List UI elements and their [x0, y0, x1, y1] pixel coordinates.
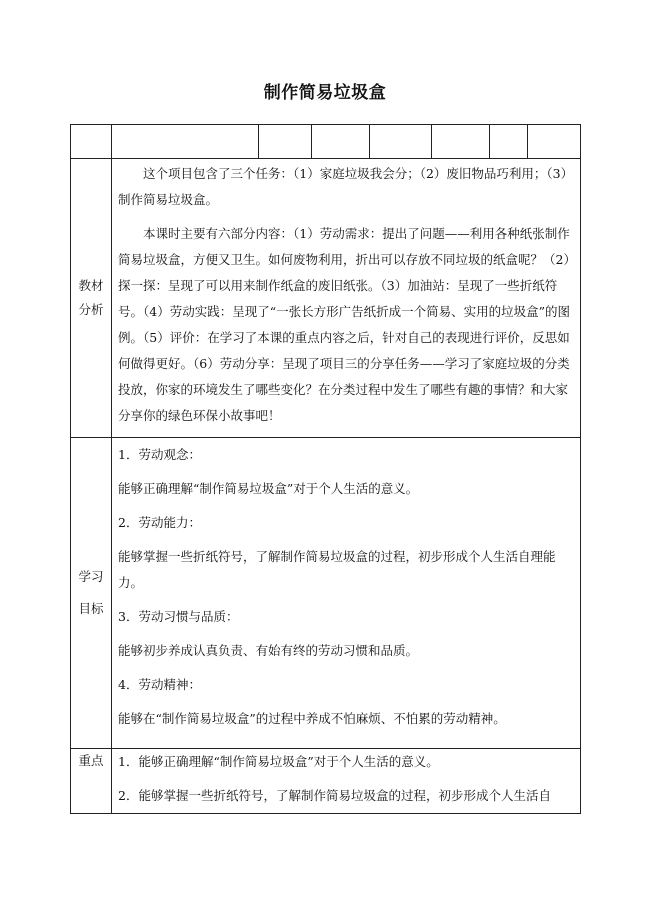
goal-heading: 2．劳动能力：: [118, 515, 201, 530]
goals-row: [71, 438, 581, 749]
analysis-row: [71, 159, 581, 438]
analysis-paragraph: 本课时主要有六部分内容：（1）劳动需求：提出了问题——利用各种纸张制作简易垃圾盒，方便又卫生。如何废物利用，折出可以存放不同垃圾的纸盒呢？（2）探一探：呈现了可以用来制作纸盒的废旧纸张。（3）加油站：呈现了一些折纸符号。（4）劳动实践：呈现了“一张长方形广告纸折成一个简易、实用的垃圾盒”的图例。（5）评价：在学习了本课的重点内容之后，针对自己的表现进行评价，反思如何做得更好。（6）劳动分享：呈现了项目三的分享任务——学习了家庭垃圾的分类投放，你家的环境发生了哪些变化？在分类过程中发生了哪些有趣的事情？和大家分享你的绿色环保小故事吧！: [118, 226, 570, 423]
header-cell: [432, 125, 490, 159]
goal-heading: 3．劳动习惯与品质：: [118, 609, 239, 624]
key-points-content: [112, 749, 581, 814]
analysis-label: 教材 分析: [71, 159, 112, 438]
header-cell: [112, 125, 259, 159]
document-title: 制作简易垃圾盒: [263, 83, 387, 103]
header-cell: [312, 125, 370, 159]
header-cell: [528, 125, 581, 159]
goals-label: 学习 目标: [71, 438, 112, 749]
goals-content: [112, 438, 581, 749]
header-cell: [259, 125, 312, 159]
goal-text: 能够掌握一些折纸符号，了解制作简易垃圾盒的过程，初步形成个人生活自理能力。: [118, 549, 556, 590]
goal-heading: 1．劳动观念：: [118, 447, 201, 462]
goal-text: 能够正确理解“制作简易垃圾盒”对于个人生活的意义。: [118, 481, 419, 496]
header-cell: [370, 125, 432, 159]
goal-text: 能够初步养成认真负责、有始有终的劳动习惯和品质。: [118, 643, 419, 658]
header-row: [71, 125, 581, 159]
goal-text: 能够在“制作简易垃圾盒”的过程中养成不怕麻烦、不怕累的劳动精神。: [118, 711, 506, 726]
key-point: 1．能够正确理解“制作简易垃圾盒”对于个人生活的意义。: [118, 754, 439, 769]
header-cell: [71, 125, 112, 159]
analysis-content: [112, 159, 581, 438]
analysis-paragraph: 这个项目包含了三个任务：（1）家庭垃圾我会分；（2）废旧物品巧利用；（3）制作简易垃圾盒。: [118, 166, 574, 207]
key-points-label: 重点: [71, 749, 112, 814]
key-points-row: [71, 749, 581, 814]
goal-heading: 4．劳动精神：: [118, 677, 201, 692]
header-cell: [490, 125, 528, 159]
key-point: 2．能够掌握一些折纸符号，了解制作简易垃圾盒的过程，初步形成个人生活自: [118, 788, 551, 803]
lesson-table: [70, 124, 581, 814]
